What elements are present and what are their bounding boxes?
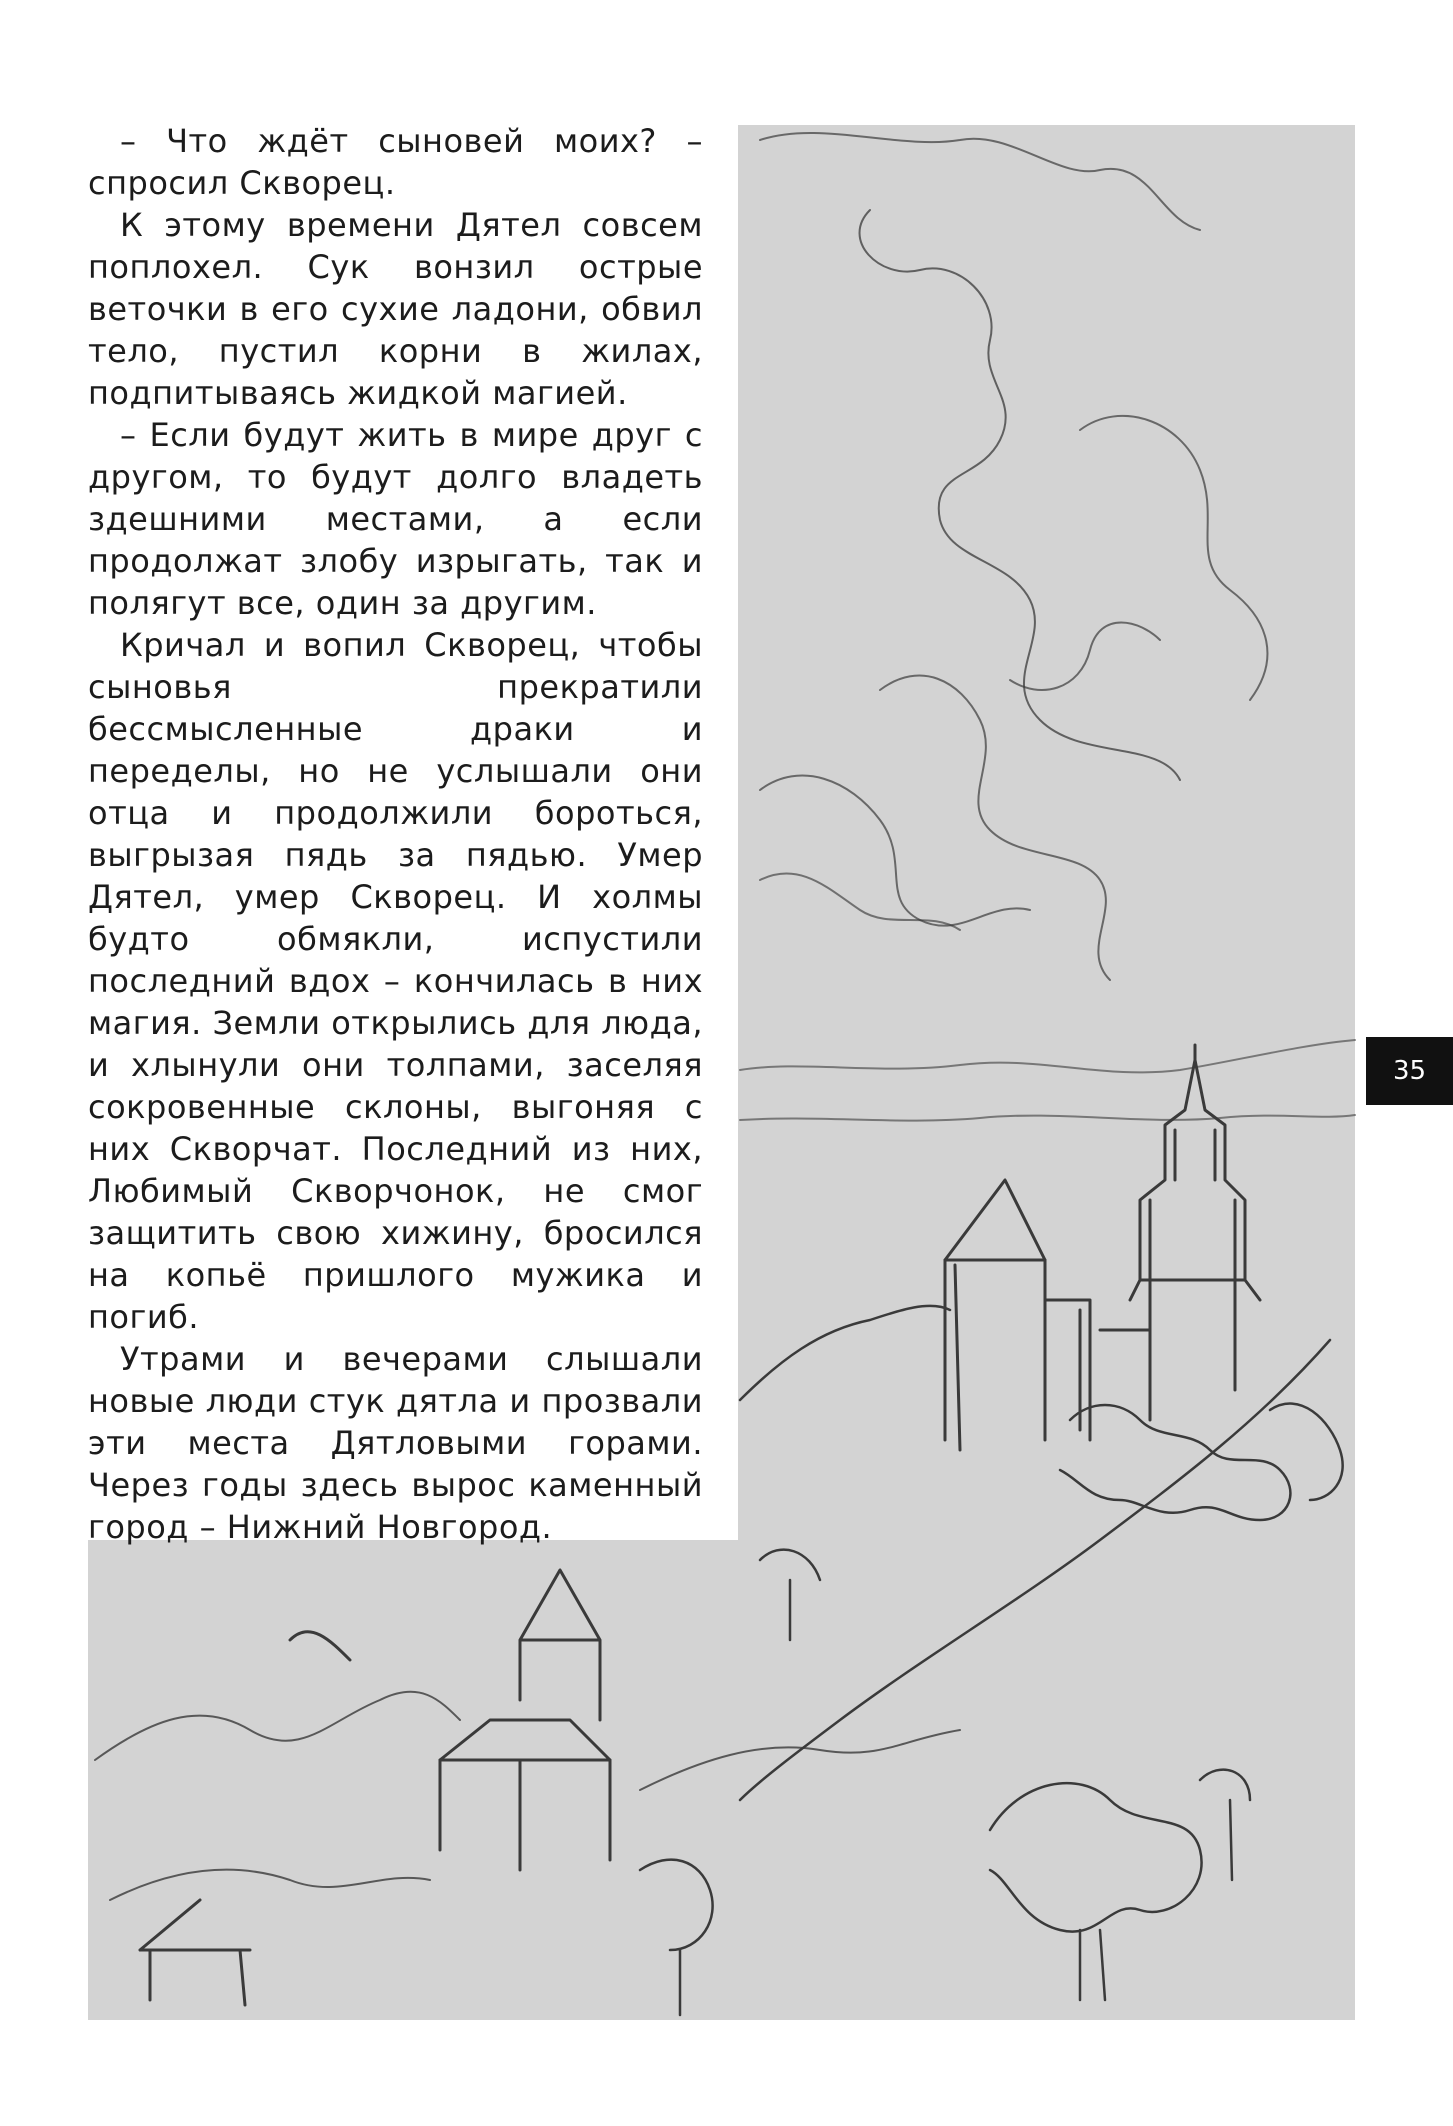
paragraph: Утрами и вечерами слышали новые люди стук дятла и прозвали эти места Дятловыми горами. Через годы здесь вырос каменный город – Нижний Новгород. (88, 1340, 703, 1546)
paragraph: – Что ждёт сыновей моих? – спросил Скворец. (88, 122, 703, 202)
page-number-tab (1366, 1037, 1453, 1105)
paragraph: – Если будут жить в мире друг с другом, то будут долго владеть здешними местами, а если продолжат злобу изрыгать, так и полягут все, один за другим. (88, 416, 703, 622)
paragraph: К этому времени Дятел совсем поплохел. Сук вонзил острые веточки в его сухие ладони, обвил тело, пустил корни в жилах, подпитываясь жидкой магией. (88, 206, 703, 412)
page-number: 35 (1392, 1056, 1427, 1086)
story-text (88, 120, 703, 1548)
paragraph: Кричал и вопил Скворец, чтобы сыновья прекратили бессмысленные драки и переделы, но не услышали они отца и продолжили бороться, выгрызая пядь за пядью. Умер Дятел, умер Скворец. И холмы будто обмякли, испустили последний вдох – кончилась в них магия. Земли открылись для люда, и хлынули они толпами, заселяя сокровенные склоны, выгоняя с них Скворчат. Последний из них, Любимый Скворчонок, не смог защитить свою хижину, бросился на копьё пришлого мужика и погиб. (88, 626, 704, 1336)
